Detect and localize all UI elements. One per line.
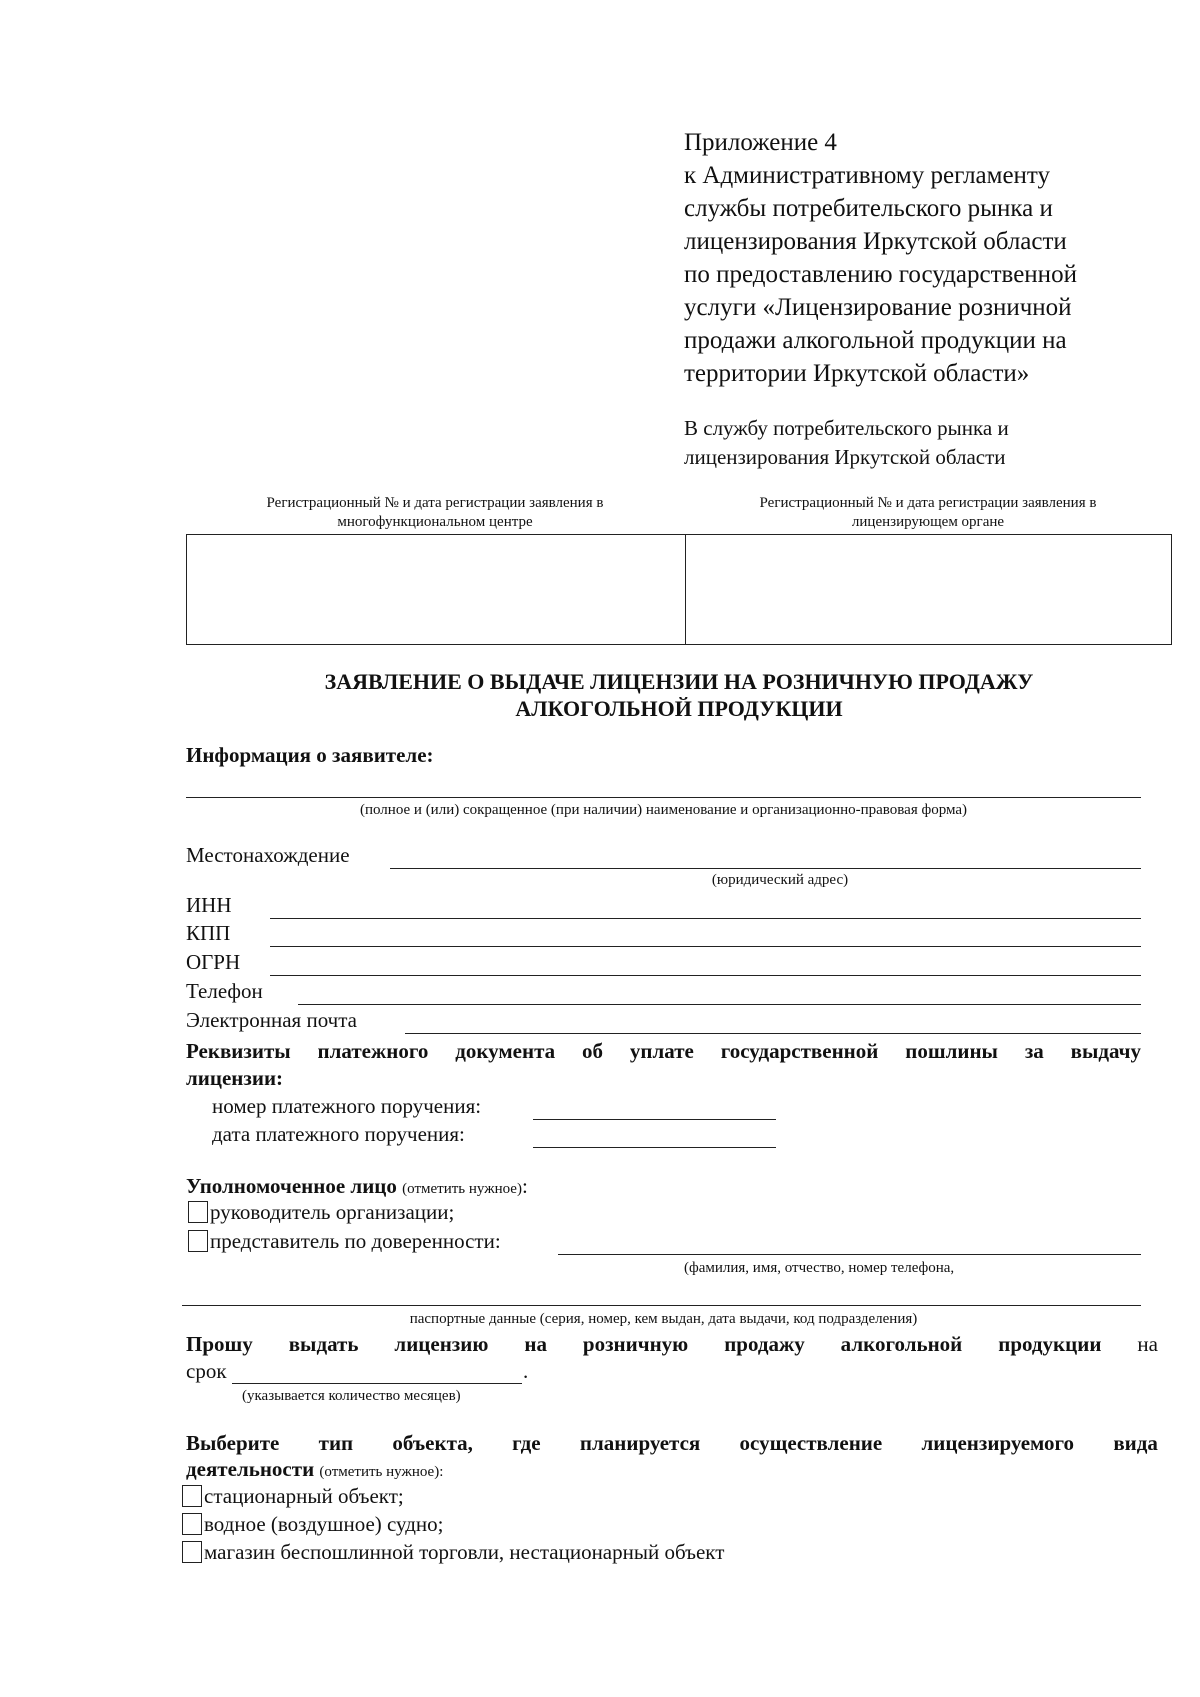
header-line: службы потребительского рынка и [684,195,1053,222]
checkbox[interactable] [182,1513,202,1535]
option-duty-free-shop[interactable]: магазин беспошлинной торговли, нестационарный объект [182,1539,724,1566]
header-line: по предоставлению государственной [684,261,1077,288]
registration-table [186,534,1172,645]
mfc-registration-label: Регистрационный № и дата регистрации заявления в многофункциональном центре [266,495,604,530]
addressee-line: лицензирования Иркутской области [684,445,1006,469]
ogrn-field[interactable] [270,975,1141,976]
licensing-registration-label: Регистрационный № и дата регистрации заявления в лицензирующем органе [759,495,1097,530]
page-title: ЗАЯВЛЕНИЕ О ВЫДАЧЕ ЛИЦЕНЗИИ НА РОЗНИЧНУЮ ПРОДАЖУ АЛКОГОЛЬНОЙ ПРОДУКЦИИ [324,669,1034,721]
order-number-field[interactable] [533,1119,776,1120]
header-line: услуги «Лицензирование розничной [684,294,1072,321]
order-date-field[interactable] [533,1147,776,1148]
header-line: к Административному регламенту [684,162,1051,189]
term-field[interactable] [232,1383,522,1384]
inn-field[interactable] [270,918,1141,919]
email-label: Электронная почта [186,1008,357,1032]
location-hint: (юридический адрес) [711,872,849,888]
inn-label: ИНН [186,893,232,917]
representative-hint: (фамилия, имя, отчество, номер телефона, [684,1260,955,1276]
location-label: Местонахождение [186,843,350,867]
location-field[interactable] [390,868,1141,869]
option-stationary-object[interactable]: стационарный объект; [182,1483,404,1510]
phone-field[interactable] [298,1004,1141,1005]
applicant-name-hint: (полное и (или) сокращенное (при наличии) наименование и организационно-правовая форма) [359,802,968,818]
registration-table-divider [685,535,686,644]
phone-label: Телефон [186,979,263,1003]
option-head-of-organization[interactable]: руководитель организации; [188,1199,454,1226]
header-line: лицензирования Иркутской области [684,228,1067,255]
header-line: Приложение 4 [684,129,837,156]
appendix-header [684,126,1184,390]
mfc-registration-cell[interactable] [187,535,685,643]
term-suffix: . [523,1359,529,1383]
order-date-label: дата платежного поручения: [212,1122,465,1146]
option-vessel[interactable]: водное (воздушное) судно; [182,1511,444,1538]
payment-heading: Реквизиты платежного документа об уплате государственной пошлины за выдачу [186,1039,1141,1063]
ogrn-label: ОГРН [186,950,241,974]
term-hint: (указывается количество месяцев) [242,1388,461,1404]
checkbox[interactable] [188,1201,208,1223]
header-line: продажи алкогольной продукции на [684,327,1067,354]
applicant-name-field[interactable] [186,797,1141,798]
object-type-heading: Выберите тип объекта, где планируется осуществление лицензируемого вида [186,1431,1158,1455]
checkbox[interactable] [182,1485,202,1507]
authorized-heading: Уполномоченное лицо (отметить нужное): [186,1174,528,1198]
option-representative[interactable]: представитель по доверенности: [188,1228,501,1255]
checkbox[interactable] [188,1230,208,1252]
kpp-label: КПП [186,921,231,945]
checkbox[interactable] [182,1541,202,1563]
license-request: Прошу выдать лицензию на розничную продажу алкогольной продукции на [186,1332,1158,1356]
email-field[interactable] [405,1033,1141,1034]
payment-heading-continued: лицензии: [186,1066,284,1090]
representative-field[interactable] [558,1254,1141,1255]
term-label: срок [186,1359,227,1383]
addressee [684,414,1184,472]
header-line: территории Иркутской области» [684,360,1030,387]
order-number-label: номер платежного поручения: [212,1094,482,1118]
passport-data-hint: паспортные данные (серия, номер, кем выдан, дата выдачи, код подразделения) [409,1311,918,1327]
applicant-heading: Информация о заявителе: [186,743,434,767]
addressee-line: В службу потребительского рынка и [684,416,1009,440]
licensing-registration-cell[interactable] [687,535,1170,643]
object-type-heading-continued: деятельности (отметить нужное): [186,1457,444,1481]
passport-data-field[interactable] [182,1305,1141,1306]
kpp-field[interactable] [270,946,1141,947]
